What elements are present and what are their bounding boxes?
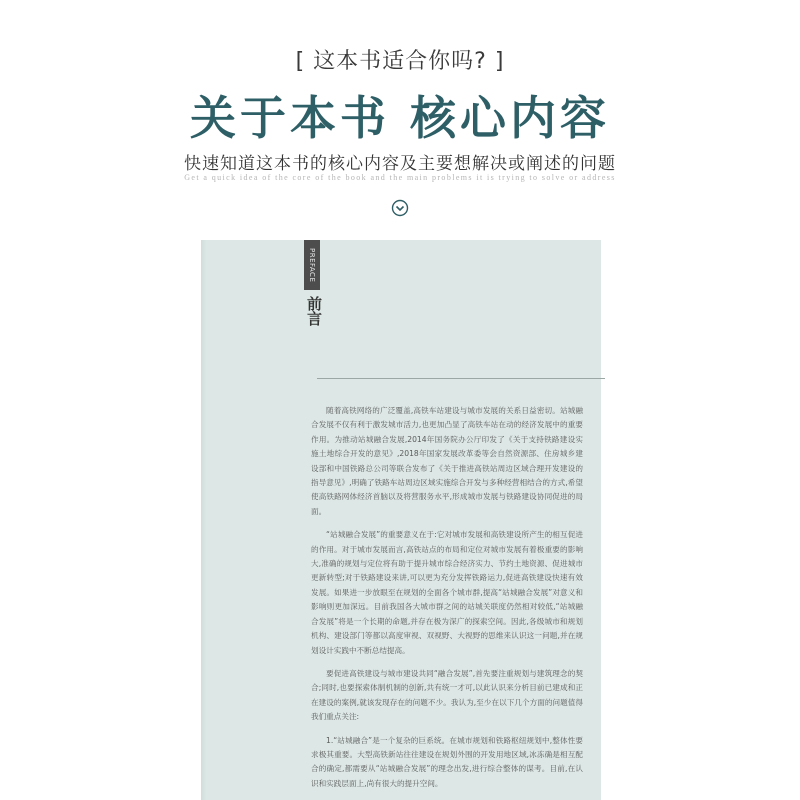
paragraph: 1.“站城融合”是一个复杂的巨系统。在城市规划和铁路枢纽规划中,整体性要求极其重要。大型高铁新站往往建设在规划外围的开发用地区域,冰冻确是相互配合的确定,都需要从“站城融合发展”的理念出发,进行综合整体的谋考。目前,在认识和实践层面上,尚有很大的提升空间。	[311, 735, 583, 788]
section-divider	[317, 378, 605, 379]
page-gutter-shadow	[201, 240, 207, 800]
book-page-scan	[201, 240, 601, 800]
page-title: 关于本书 核心内容	[189, 91, 610, 145]
paragraph: 要促进高铁建设与城市建设共同“融合发展”,首先要注重规划与建筑理念的契合;同时,也要探索体制机制的创新,共有统一才可,以此认识来分析目前已建成和正在建设的案例,就该发现存在的问题不少。我认为,至少在以下几个方面的问题值得我们重点关注:	[311, 668, 583, 722]
page-subtitle-english: Get a quick idea of the core of the book and the main problems it is trying to solve or address	[184, 173, 616, 182]
paragraph: “站城融合发展”的重要意义在于:它对城市发展和高铁建设所产生的相互促进的作用。对于城市发展而言,高铁站点的布局和定位对城市发展有着极重要的影响大,准确的规划与定位将有助于提升城市综合经济实力、节约土地资源、促进城市更新转型;对于铁路建设来讲,可以更为充分发挥铁路运力,促进高铁建设快速有效发展。如果进一步放眼至在规划的全面各个城市群,提高“站城融合发展”对意义和影响则更加深远。目前我国各大城市群之间的站城关联度仍然相对较低,“站城融合发展”将是一个长期的命题,并存在极为深广的探索空间。因此,各级城市和规划机构、建设部门等都以高度审视、双视野、大视野的思维来认识这一问题,并在规划设计实践中不断总结提高。	[311, 530, 583, 655]
chevron-down-circle-icon	[391, 199, 409, 217]
header-kicker: [ 这本书适合你吗? ]	[295, 49, 505, 74]
preface-body	[311, 404, 583, 800]
preface-side-tab: PREFACE	[304, 240, 320, 290]
section-title: 前言	[305, 296, 323, 326]
page-subtitle: 快速知道这本书的核心内容及主要想解决或阐述的问题	[184, 154, 616, 174]
paragraph: 随着高铁网络的广泛覆盖,高铁车站建设与城市发展的关系日益密切。站城融合发展不仅有利于激发城市活力,也更加凸显了高铁车站在动的经济发展中的重要作用。为推动站城融合发展,2014年国务院办公厅印发了《关于支持铁路建设实施土地综合开发的意见》,2018年国家发展改革委等会自然资源部、住房城乡建设部和中国铁路总公司等联合发布了《关于推进高铁站周边区域合理开发建设的指导意见》,明确了铁路车站周边区域实施综合开发与多种经营相结合的方式,希望使高铁路网体经济首脑以及将营服务水平,形成城市发展与铁路建设协同促进的局面。	[311, 406, 583, 516]
